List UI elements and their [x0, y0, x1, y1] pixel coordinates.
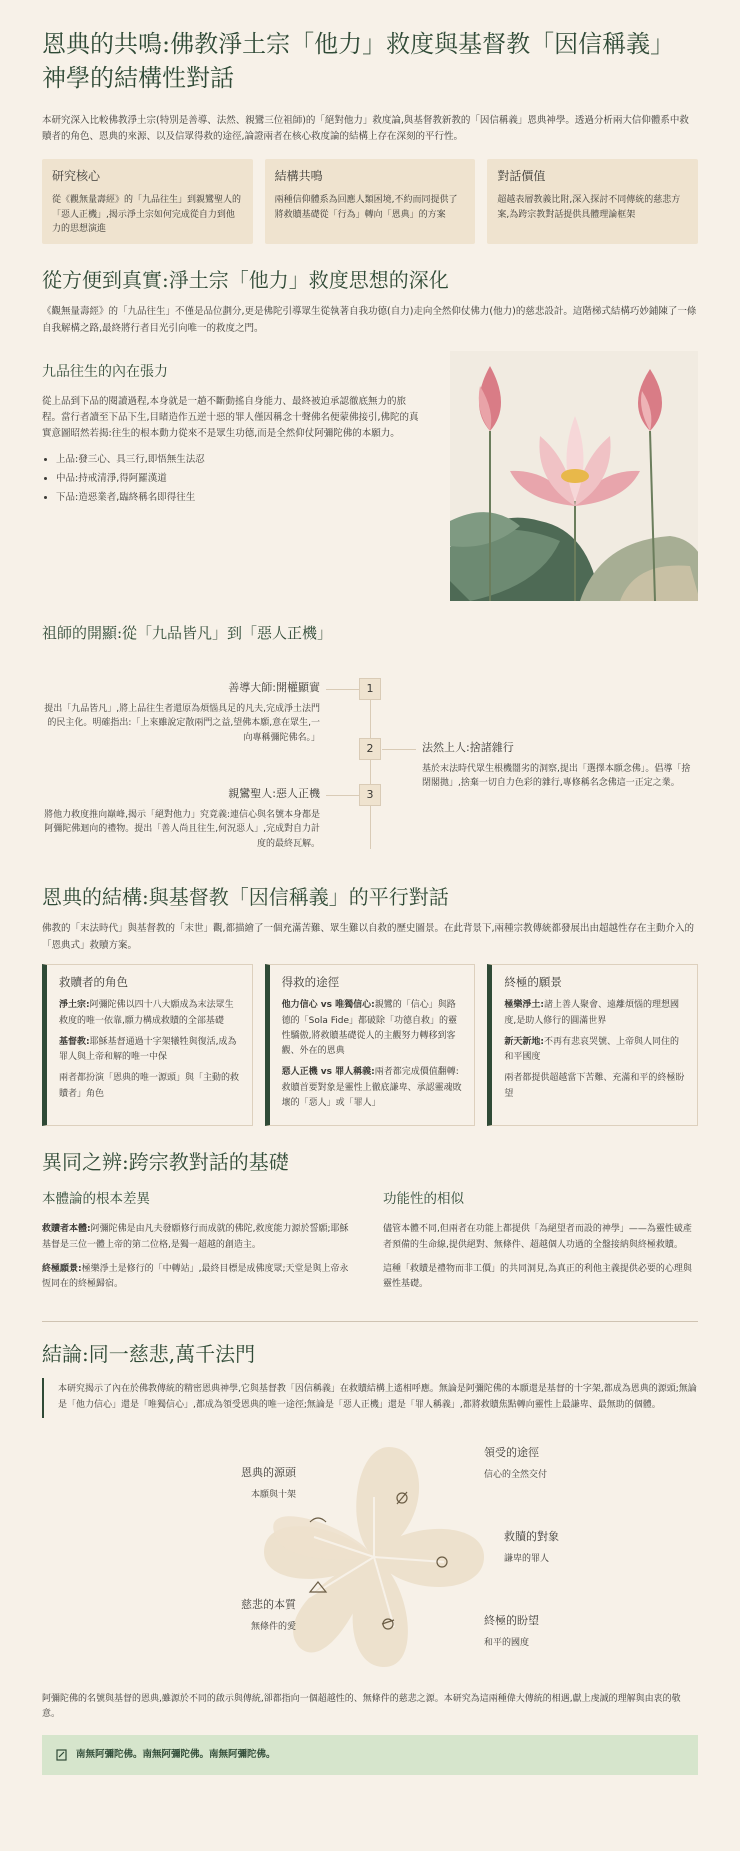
card-desc: 兩種信仰體系為回應人類困境,不約而同提供了將救贖基礎從「行為」轉向「恩典」的方案	[274, 195, 458, 220]
petal-sub: 謙卑的罪人	[504, 1553, 550, 1564]
card-paragraph	[59, 998, 240, 1029]
column-paragraph: 儘管本體不同,但兩者在功能上都提供「為絕望者而設的神學」——為靈性破產者預備的生命線,提供絕對、無條件、超越個人功過的全盤接納與終極救贖。	[383, 1224, 692, 1250]
subsection-heading: 九品往生的內在張力	[42, 363, 168, 380]
petal-ultimate-hope	[484, 1612, 604, 1651]
card-paragraph-label: 惡人正機 vs 罪人稱義:	[281, 1067, 375, 1078]
card-paragraph-label: 淨土宗:	[59, 1000, 90, 1011]
timeline-item-honen	[422, 739, 698, 791]
petal-sub: 信心的全然交付	[484, 1469, 548, 1480]
card-paragraph-text: 耶穌基督通過十字架犧牲與復活,成為罪人與上帝和解的唯一中保	[59, 1036, 237, 1063]
timeline-step-number: 3	[359, 784, 381, 806]
list-item: • 上品:發三心、具三行,即悟無生法忍	[56, 450, 422, 469]
card-paragraph-text: 親鸞的「信心」與路德的「Sola Fide」都破除「功德自救」的靈性驕傲,將救贖基礎從人的主觀努力轉移到客觀、外在的恩典	[281, 1000, 458, 1057]
timeline-item-text: 將他力救度推向巔峰,揭示「絕對他力」究竟義:連信心與名號本身都是阿彌陀佛迴向的禮物。提出「善人尚且往生,何況惡人」,完成對自力計度的最終瓦解。	[44, 809, 320, 850]
conclusion-heading: 結論:同一慈悲,萬千法門	[42, 1342, 256, 1366]
grades-list	[42, 450, 422, 507]
list-item: • 下品:造惡業者,臨終稱名即得往生	[56, 488, 422, 507]
card-paragraph	[282, 1065, 463, 1111]
timeline-item-title: 親鸞聖人:惡人正機	[228, 787, 320, 801]
card-ultimate-vision	[487, 964, 698, 1127]
petal-grace-source	[192, 1464, 296, 1503]
chant-banner	[42, 1735, 698, 1775]
five-petal-diagram	[42, 1432, 698, 1682]
summary-cards	[42, 159, 698, 244]
section-heading: 從方便到真實:淨土宗「他力」救度思想的深化	[42, 268, 449, 293]
card-dialogue-value	[487, 159, 698, 244]
card-title: 得救的途徑	[281, 974, 340, 989]
column-paragraph-label: 終極願景:	[42, 1263, 82, 1274]
petal-sub: 本願與十架	[250, 1489, 296, 1500]
intro-paragraph: 本研究深入比較佛教淨土宗(特別是善導、法然、親鸞三位祖師)的「絕對他力」救度論,與基督教新教的「因信稱義」恩典神學。透過分析兩大信仰體系中救贖者的角色、恩典的來源、以及信眾得救的途徑,論證兩者在核心救度論的結構上存在深刻的平行性。	[42, 115, 689, 143]
section-intro: 《觀無量壽經》的「九品往生」不僅是品位劃分,更是佛陀引導眾生從執著自我功德(自力)走向全然仰仗佛力(他力)的慈悲設計。這階梯式結構巧妙鋪陳了一條自我解構之路,最終將行者目光引向唯一的救度之門。	[42, 306, 697, 334]
card-redeemer-role	[42, 964, 253, 1127]
subsection-text: 從上品到下品的閱讀過程,本身就是一趟不斷動搖自身能力、最終被迫承認徹底無力的旅程。當行者讀至下品下生,目睹造作五逆十惡的罪人僅因稱念十聲佛名便蒙佛接引,佛陀的真實意圖昭然若揭:往生的根本動力從來不是眾生功德,而是全然仰仗阿彌陀佛的本願力。	[42, 395, 419, 440]
lotus-illustration	[450, 351, 698, 601]
card-title: 結構共鳴	[274, 169, 323, 184]
card-paragraph	[59, 1035, 240, 1066]
lotus-icon	[450, 351, 698, 601]
petal-title: 領受的途徑	[484, 1445, 539, 1459]
timeline-connector	[382, 749, 416, 750]
petal-title: 救贖的對象	[504, 1529, 559, 1543]
card-desc: 從《觀無量壽經》的「九品往生」到親鸞聖人的「惡人正機」,揭示淨土宗如何完成從自力到他力的思想演進	[52, 195, 242, 235]
column-paragraph	[42, 1222, 357, 1254]
timeline-item-shandao	[42, 679, 320, 746]
patriarch-timeline	[42, 651, 698, 861]
card-title: 救贖者的角色	[59, 974, 128, 989]
petal-title: 恩典的源頭	[241, 1465, 296, 1479]
card-title: 研究核心	[52, 169, 101, 184]
card-paragraph-label: 基督教:	[59, 1036, 90, 1047]
card-paragraph-text: 阿彌陀佛以四十八大願成為末法眾生救度的唯一依靠,願力構成救贖的全部基礎	[59, 1000, 234, 1026]
timeline-item-text: 基於末法時代眾生根機闇劣的洞察,提出「選擇本願念佛」。倡導「捨閉閣拋」,捨棄一切自力色彩的雜行,專修稱名念佛這一正定之業。	[422, 763, 691, 789]
timeline-item-text: 提出「九品皆凡」,將上品往生者還原為煩惱具足的凡夫,完成淨土法門的民主化。明確指出:「上來雖說定散兩門之益,望佛本願,意在眾生,一向專稱彌陀佛名。」	[44, 703, 320, 744]
closing-paragraph: 阿彌陀佛的名號與基督的恩典,雖源於不同的啟示與傳統,卻都指向一個超越性的、無條件的慈悲之源。本研究為這兩種偉大傳統的相遇,獻上虔誠的理解與由衷的敬意。	[42, 1693, 681, 1720]
timeline-heading: 祖師的開顯:從「九品皆凡」到「惡人正機」	[42, 623, 333, 642]
card-desc: 超越表層教義比附,深入探討不同傳統的慈悲方案,為跨宗教對話提供具體理論框架	[497, 195, 681, 220]
timeline-step-number: 2	[359, 738, 381, 760]
divider	[42, 1321, 698, 1322]
card-title: 對話價值	[497, 169, 546, 184]
petal-compassion-essence	[192, 1596, 296, 1635]
card-paragraph	[282, 998, 463, 1059]
petal-sub: 無條件的愛	[250, 1621, 296, 1632]
timeline-item-title: 法然上人:捨諸雜行	[422, 741, 514, 755]
card-paragraph	[504, 1035, 685, 1066]
section-heading: 恩典的結構:與基督教「因信稱義」的平行對話	[42, 885, 449, 910]
petal-receiving-path	[484, 1444, 604, 1483]
timeline-connector	[326, 689, 360, 690]
card-paragraph: 兩者都扮演「恩典的唯一源頭」與「主動的救贖者」角色	[59, 1073, 240, 1099]
card-path-of-salvation	[265, 964, 476, 1127]
card-paragraph-text: 兩者都完成價值翻轉:救贖首要對象是靈性上徹底謙卑、承認靈魂敗壞的「惡人」或「罪人」	[281, 1067, 462, 1109]
timeline-item-title: 善導大師:開權顯實	[228, 681, 320, 695]
timeline-item-shinran	[42, 785, 320, 852]
nine-grades-block	[42, 351, 698, 601]
column-paragraph	[42, 1262, 357, 1294]
card-paragraph-text: 不再有悲哀哭號、上帝與人同住的和平國度	[504, 1036, 679, 1063]
petal-title: 慈悲的本質	[241, 1597, 296, 1611]
card-paragraph-label: 極樂淨土:	[504, 1000, 544, 1011]
column-paragraph: 這種「救贖是禮物而非工價」的共同洞見,為真正的利他主義提供必要的心理與靈性基礎。	[383, 1263, 692, 1290]
section-heading: 異同之辨:跨宗教對話的基礎	[42, 1150, 289, 1175]
section-pure-land	[42, 266, 698, 600]
comparison-cards	[42, 964, 698, 1127]
petal-title: 終極的盼望	[484, 1613, 539, 1627]
card-title: 終極的願景	[504, 974, 562, 989]
card-paragraph-label: 他力信心 vs 唯獨信心:	[281, 1000, 375, 1011]
timeline-connector	[326, 795, 360, 796]
column-heading: 功能性的相似	[383, 1191, 464, 1208]
column-paragraph-text: 阿彌陀佛是由凡夫發願修行而成就的佛陀,救度能力源於誓願;耶穌基督是三位一體上帝的第二位格,是獨一超越的創造主。	[42, 1224, 349, 1250]
section-intro: 佛教的「末法時代」與基督教的「末世」觀,都描繪了一個充滿苦難、眾生難以自救的歷史圖景。在此背景下,兩種宗教傳統都發展出由超越性存在主動介入的「恩典式」救贖方案。	[42, 923, 695, 951]
chant-text: 南無阿彌陀佛。南無阿彌陀佛。南無阿彌陀佛。	[76, 1749, 276, 1760]
column-heading: 本體論的根本差異	[42, 1191, 150, 1208]
timeline-line	[370, 679, 371, 849]
page-title: 恩典的共鳴:佛教淨土宗「他力」救度與基督教「因信稱義」神學的結構性對話	[42, 30, 675, 92]
card-paragraph: 兩者都提供超越當下苦難、充滿和平的終極盼望	[504, 1073, 685, 1099]
column-paragraph-text: 極樂淨土是修行的「中轉站」,最終目標是成佛度眾;天堂是與上帝永恆同在的終極歸宿。	[42, 1263, 349, 1290]
card-structural-resonance	[265, 159, 476, 244]
card-paragraph-label: 新天新地:	[504, 1036, 544, 1047]
petal-sub: 和平的國度	[484, 1637, 530, 1648]
timeline-step-number: 1	[359, 678, 381, 700]
conclusion-quote: 本研究揭示了內在於佛教傳統的精密恩典神學,它與基督教「因信稱義」在救贖結構上遙相呼應。無論是阿彌陀佛的本願還是基督的十字架,都成為恩典的源頭;無論是「他力信心」還是「唯獨信心」,都成為領受恩典的唯一途徑;無論是「惡人正機」還是「罪人稱義」,都將救贖焦點轉向靈性上最謙卑、最無助的個體。	[42, 1378, 698, 1418]
card-paragraph-text: 諸上善人聚會、遠離煩惱的理想國度,是助人修行的圓滿世界	[504, 1000, 679, 1026]
card-research-core	[42, 159, 253, 244]
petal-salvation-object	[504, 1528, 624, 1567]
functional-similarities	[383, 1188, 698, 1301]
card-paragraph	[504, 998, 685, 1029]
column-paragraph-label: 救贖者本體:	[42, 1224, 91, 1234]
ontological-differences	[42, 1188, 357, 1301]
note-icon	[56, 1749, 68, 1761]
differences-block	[42, 1188, 698, 1301]
list-item: • 中品:持戒清淨,得阿羅漢道	[56, 469, 422, 488]
